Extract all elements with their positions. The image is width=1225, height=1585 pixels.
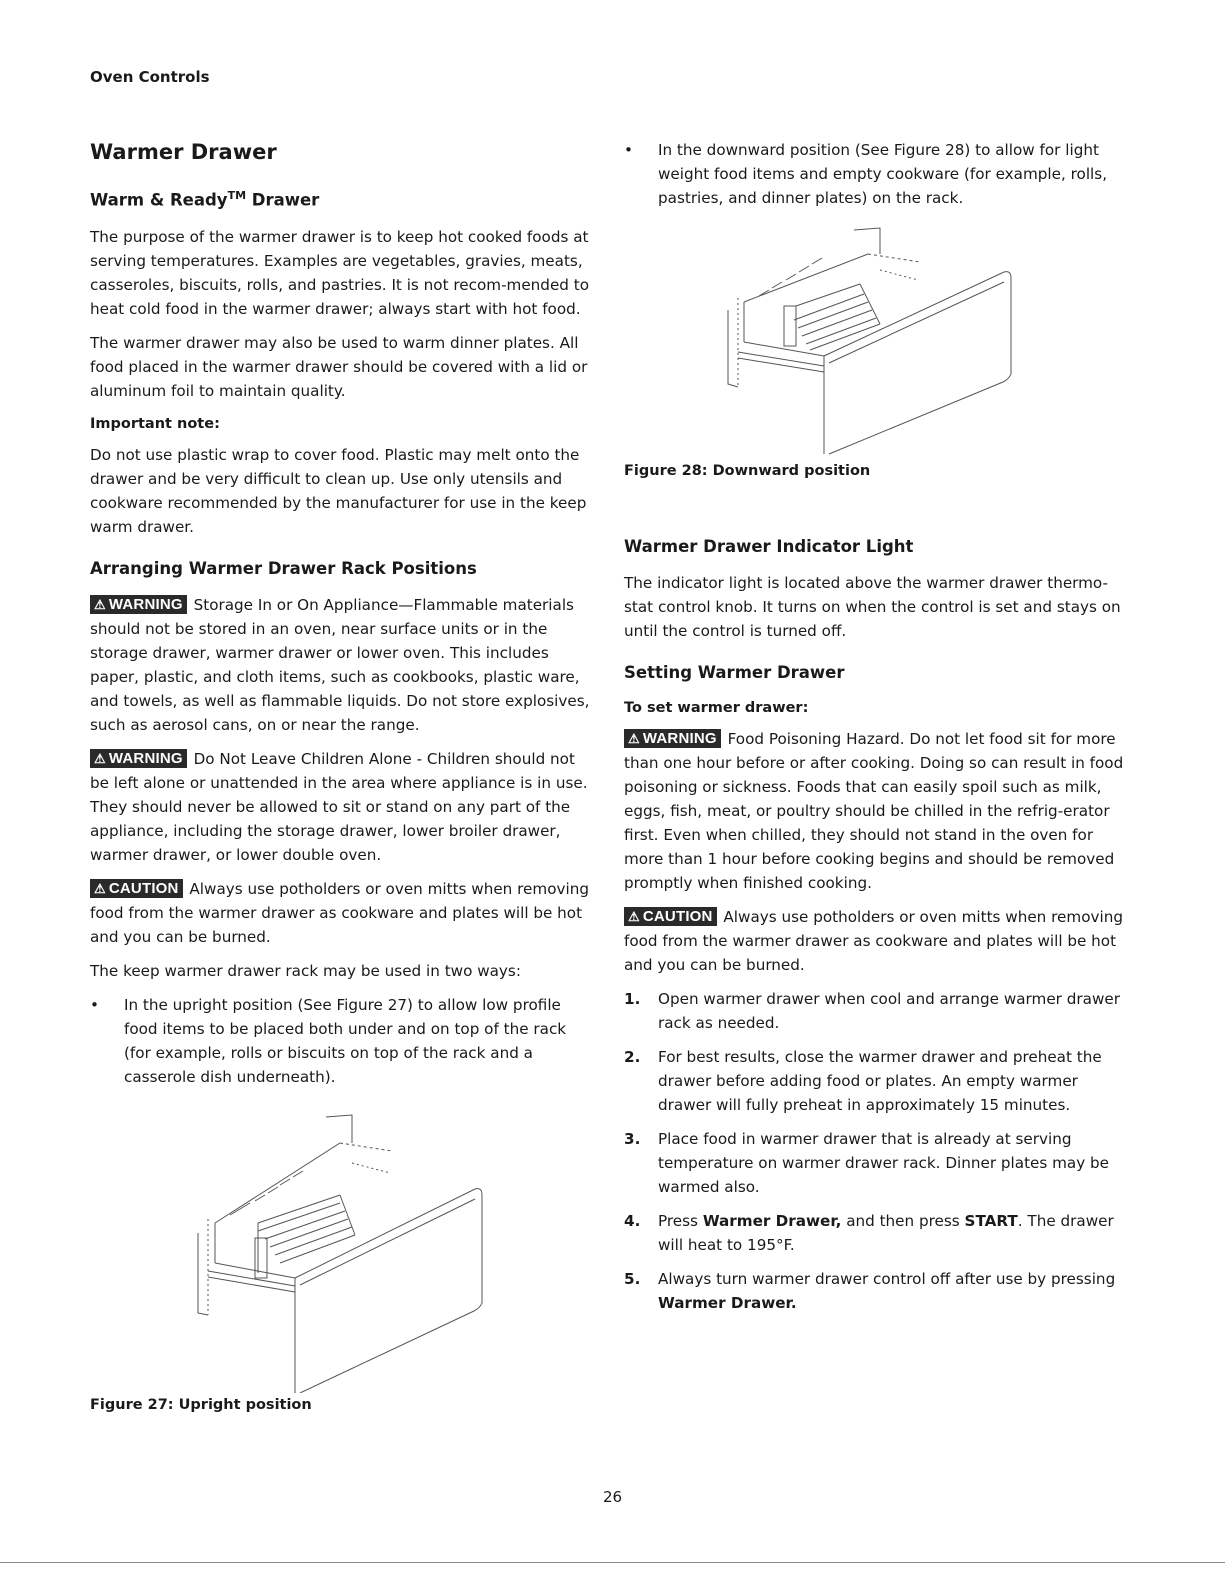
warning-triangle-icon: ⚠ bbox=[94, 750, 106, 766]
indicator-light-paragraph: The indicator light is located above the warmer drawer thermo-stat control knob. It turns on when the control is set and stays on until the control is turned off. bbox=[624, 574, 1121, 640]
important-note-heading: Important note: bbox=[90, 415, 220, 432]
subtitle-text: Warm & Ready bbox=[90, 190, 228, 210]
warning-storage: ⚠ WARNING Storage In or On Appliance—Flammable materials should not be stored in an oven, near surface units or in the storage drawer, warmer drawer or lower oven. This includes paper, plastic, and cloth items, such as cookbooks, plastic ware, and towels, as well as flammable liquids. Do not store explosives, such as aerosol cans, on or near the range. bbox=[90, 595, 590, 734]
warning-badge: ⚠ WARNING bbox=[624, 729, 721, 748]
figure-28 bbox=[624, 224, 1124, 459]
figure-28-caption: Figure 28: Downward position bbox=[624, 463, 871, 479]
bottom-rule bbox=[0, 1562, 1225, 1563]
warning-food-poisoning: ⚠ WARNING Food Poisoning Hazard. Do not let food sit for more than one hour before or after cooking. Doing so can result in food poisoning or sickness. Foods that can easily spoil such as milk, eggs, fish, meat, or poultry should be chilled in the refrig-erator first. Even when chilled, they should not stand in the oven for more than 1 hour before cooking begins and should be removed promptly when finished cooking. bbox=[624, 730, 1124, 892]
to-set-heading: To set warmer drawer: bbox=[624, 700, 809, 716]
page-title: Warmer Drawer bbox=[90, 140, 277, 164]
ways-intro: The keep warmer drawer rack may be used in two ways: bbox=[90, 961, 521, 980]
caution-potholders-2: ⚠ CAUTION Always use potholders or oven mitts when removing food from the warmer drawer as cookware and plates will be hot and you can be burned. bbox=[624, 908, 1123, 974]
subtitle-suffix: Drawer bbox=[246, 190, 320, 210]
warning-triangle-icon: ⚠ bbox=[94, 880, 106, 896]
left-column bbox=[90, 138, 590, 1417]
setting-steps bbox=[624, 987, 1124, 1315]
warning-children: ⚠ WARNING Do Not Leave Children Alone - Children should not be left alone or unattended in the area where appliance is in use. They should never be allowed to sit or stand on any part of the appliance, including the storage drawer, lower broiler drawer, warmer drawer, or lower double oven. bbox=[90, 749, 588, 864]
figure-27 bbox=[90, 1103, 590, 1393]
section-header: Oven Controls bbox=[90, 68, 210, 86]
figure-27-caption: Figure 27: Upright position bbox=[90, 1396, 312, 1413]
drawer-upright-illustration bbox=[90, 1103, 590, 1393]
step-2: 2. For best results, close the warmer drawer and preheat the drawer before adding food or plates. An empty warmer drawer will fully preheat in approximately 15 minutes. bbox=[624, 1048, 1102, 1114]
warning-triangle-icon: ⚠ bbox=[94, 596, 106, 612]
subtitle-warm-ready bbox=[90, 184, 590, 213]
warning-triangle-icon: ⚠ bbox=[628, 731, 640, 746]
indicator-light-heading: Warmer Drawer Indicator Light bbox=[624, 537, 914, 556]
warning-triangle-icon: ⚠ bbox=[628, 909, 640, 924]
warning-badge: ⚠ WARNING bbox=[90, 749, 187, 768]
setting-heading: Setting Warmer Drawer bbox=[624, 663, 845, 682]
rack-positions-heading: Arranging Warmer Drawer Rack Positions bbox=[90, 558, 477, 578]
plastic-wrap-paragraph: Do not use plastic wrap to cover food. Plastic may melt onto the drawer and be very difficult to clean up. Use only utensils and cookware recommended by the manufacturer for use in the keep warm drawer. bbox=[90, 445, 587, 536]
caution-badge: ⚠ CAUTION bbox=[90, 879, 183, 898]
step-4: 4. Press Warmer Drawer, and then press START. The drawer will heat to 195°F. bbox=[624, 1212, 1114, 1254]
warning-badge: ⚠ WARNING bbox=[90, 595, 187, 614]
bullet-downward: • In the downward position (See Figure 28) to allow for light weight food items and empty cookware (for example, rolls, pastries, and dinner plates) on the rack. bbox=[624, 138, 1124, 210]
step-5: 5. Always turn warmer drawer control off after use by pressing Warmer Drawer. bbox=[624, 1270, 1116, 1312]
caution-badge: ⚠ CAUTION bbox=[624, 907, 717, 926]
trademark: TM bbox=[227, 189, 247, 202]
drawer-downward-illustration bbox=[624, 224, 1124, 459]
step-1: 1. Open warmer drawer when cool and arrange warmer drawer rack as needed. bbox=[624, 990, 1120, 1032]
right-column bbox=[624, 138, 1124, 1325]
plates-paragraph: The warmer drawer may also be used to warm dinner plates. All food placed in the warmer drawer should be covered with a lid or aluminum foil to maintain quality. bbox=[90, 333, 588, 400]
step-3: 3. Place food in warmer drawer that is already at serving temperature on warmer drawer rack. Dinner plates may be warmed also. bbox=[624, 1130, 1110, 1196]
page-number: 26 bbox=[602, 1488, 623, 1506]
bullet-upright: • In the upright position (See Figure 27) to allow low profile food items to be placed both under and on top of the rack (for example, rolls or biscuits on top of the rack and a casserole dish underneath). bbox=[90, 993, 590, 1089]
caution-potholders: ⚠ CAUTION Always use potholders or oven mitts when removing food from the warmer drawer as cookware and plates will be hot and you can be burned. bbox=[90, 879, 589, 946]
purpose-paragraph: The purpose of the warmer drawer is to keep hot cooked foods at serving temperatures. Examples are vegetables, gravies, meats, casseroles, biscuits, rolls, and pastries. It is not recom-mended to heat cold food in the warmer drawer; always start with hot food. bbox=[90, 227, 590, 318]
